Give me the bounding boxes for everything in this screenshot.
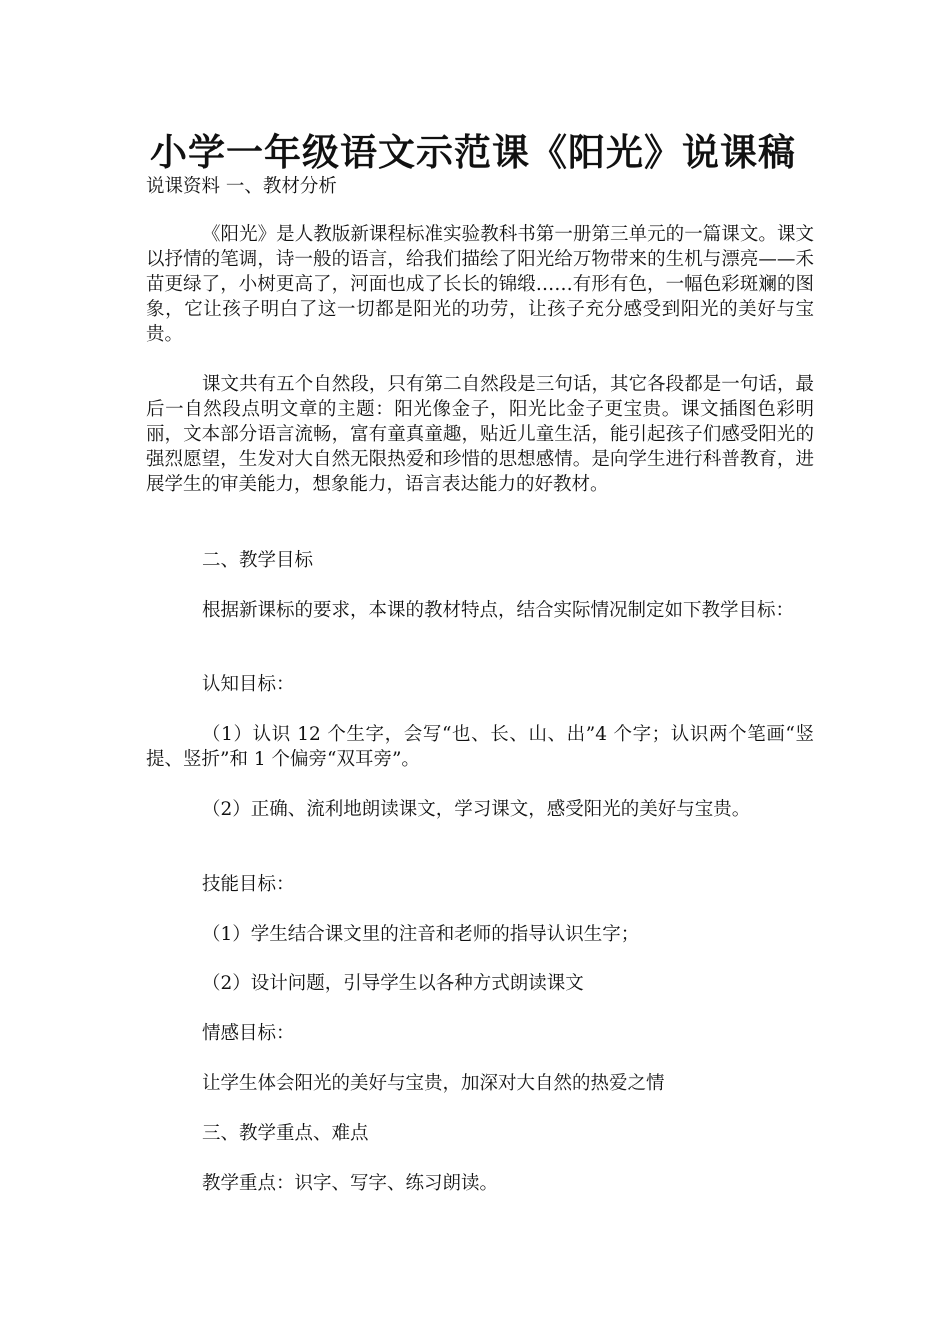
document-subhead: 说课资料 一、教材分析 (146, 176, 337, 197)
paragraph-textbook-structure: 课文共有五个自然段，只有第二自然段是三句话，其它各段都是一句话，最后一自然段点明文章的主题：阳光像金子，阳光比金子更宝贵。课文插图色彩明丽，文本部分语言流畅，富有童真童趣，贴近儿童生活，能引起孩子们感受阳光的强烈愿望，生发对大自然无限热爱和珍惜的思想感情。是向学生进行科普教育，进展学生的审美能力，想象能力，语言表达能力的好教材。 (146, 374, 814, 495)
emotion-goals-heading: 情感目标： (202, 1023, 295, 1044)
key-teaching-point: 教学重点：识字、写字、练习朗读。 (202, 1173, 499, 1194)
cognitive-goal-1: （1）认识 12 个生字，会写“也、长、山、出”4 个字；认识两个笔画“竖提、竖折”和 1 个偏旁“双耳旁”。 (146, 724, 814, 770)
section-heading-key-points: 三、教学重点、难点 (202, 1123, 369, 1144)
cognitive-goals-heading: 认知目标： (202, 674, 295, 695)
paragraph-goals-intro: 根据新课标的要求，本课的教材特点，结合实际情况制定如下教学目标： (202, 600, 795, 621)
section-heading-teaching-goals: 二、教学目标 (202, 550, 314, 571)
skill-goal-1: （1）学生结合课文里的注音和老师的指导认识生字； (202, 924, 640, 945)
paragraph-textbook-intro: 《阳光》是人教版新课程标准实验教科书第一册第三单元的一篇课文。课文以抒情的笔调，诗一般的语言，给我们描绘了阳光给万物带来的生机与漂亮——禾苗更绿了，小树更高了，河面也成了长长的锦缎……有形有色，一幅色彩斑斓的图象，它让孩子明白了这一切都是阳光的功劳，让孩子充分感受到阳光的美好与宝贵。 (146, 224, 814, 345)
skill-goals-heading: 技能目标： (202, 874, 295, 895)
cognitive-goal-2: （2）正确、流利地朗读课文，学习课文，感受阳光的美好与宝贵。 (202, 799, 751, 820)
skill-goal-2: （2）设计问题，引导学生以各种方式朗读课文 (202, 973, 584, 994)
document-title: 小学一年级语文示范课《阳光》说课稿 (150, 130, 796, 174)
emotion-goal-1: 让学生体会阳光的美好与宝贵，加深对大自然的热爱之情 (202, 1073, 665, 1094)
